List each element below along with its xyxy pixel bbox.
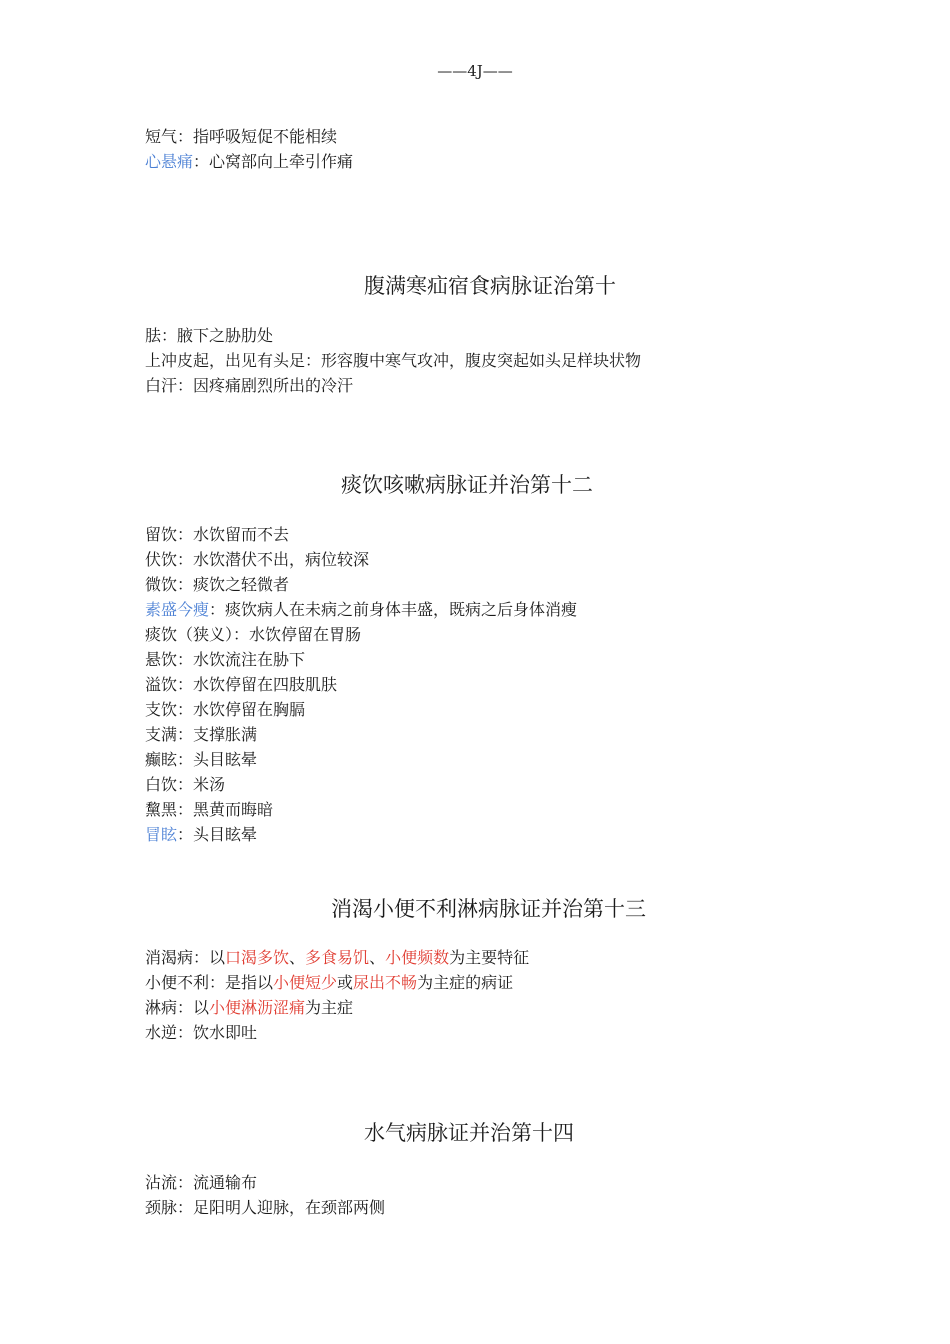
term: 淋病：以 — [145, 998, 210, 1017]
separator: ： — [177, 1198, 194, 1217]
term: 白汗 — [145, 376, 178, 395]
separator: ： — [177, 775, 194, 794]
key-phrase: 尿出不畅 — [353, 973, 418, 992]
separator: ： — [177, 575, 194, 594]
separator: ： — [177, 550, 194, 569]
term-line — [145, 323, 641, 348]
separator: ： — [177, 725, 194, 744]
term-line — [145, 970, 529, 995]
definition: 足阳明人迎脉，在颈部两侧 — [193, 1198, 386, 1217]
term-line — [145, 348, 641, 373]
term: 痰饮（狭义） — [145, 625, 234, 644]
separator: 、 — [369, 948, 386, 967]
definition: 形容腹中寒气攻冲，腹皮突起如头足样块状物 — [321, 351, 642, 370]
definition: 饮水即吐 — [193, 1023, 258, 1042]
term-line — [145, 772, 577, 797]
term-line — [145, 747, 577, 772]
term: 支饮 — [145, 700, 178, 719]
separator: ： — [177, 700, 194, 719]
section-1-lines — [145, 124, 353, 174]
key-phrase: 多食易饥 — [305, 948, 370, 967]
term: 消渴病：以 — [145, 948, 226, 967]
section-title: 腹满寒疝宿食病脉证治第十 — [364, 274, 616, 298]
definition: 水饮流注在胁下 — [193, 650, 306, 669]
term: 胠 — [145, 326, 162, 345]
term-line — [145, 522, 577, 547]
separator: ： — [305, 351, 322, 370]
term: 白饮 — [145, 775, 178, 794]
section-title: 水气病脉证并治第十四 — [364, 1121, 574, 1145]
section-title: 痰饮咳嗽病脉证并治第十二 — [341, 473, 593, 497]
definition: 支撑胀满 — [193, 725, 258, 744]
separator: ： — [177, 525, 194, 544]
separator: ： — [177, 127, 194, 146]
term-line — [145, 124, 353, 149]
term-line — [145, 597, 577, 622]
term-line — [145, 1020, 529, 1045]
definition: 水饮停留在胸膈 — [193, 700, 306, 719]
separator: ： — [177, 750, 194, 769]
definition: 头目眩晕 — [193, 750, 258, 769]
term-line — [145, 572, 577, 597]
definition: 水饮留而不去 — [193, 525, 290, 544]
separator: 或 — [337, 973, 354, 992]
term: 水逆 — [145, 1023, 178, 1042]
separator: 、 — [289, 948, 306, 967]
page-header: ——4J—— — [437, 62, 513, 80]
term: 悬饮 — [145, 650, 178, 669]
term: 沾流 — [145, 1173, 178, 1192]
separator: ： — [193, 152, 210, 171]
definition: 流通输布 — [193, 1173, 258, 1192]
term: 上冲皮起，出见有头足 — [145, 351, 306, 370]
term-line — [145, 697, 577, 722]
definition: 痰饮病人在未病之前身体丰盛，既病之后身体消瘦 — [225, 600, 578, 619]
separator: ： — [161, 326, 178, 345]
term-line — [145, 797, 577, 822]
term: 留饮 — [145, 525, 178, 544]
definition: 为主症的病证 — [417, 973, 514, 992]
term-line — [145, 647, 577, 672]
term-line — [145, 722, 577, 747]
term-line — [145, 995, 529, 1020]
term: 小便不利：是指以 — [145, 973, 274, 992]
definition: 水饮停留在胃肠 — [249, 625, 362, 644]
section-3-lines — [145, 522, 577, 847]
term-line — [145, 822, 577, 847]
separator: ： — [177, 650, 194, 669]
section-4-lines — [145, 945, 529, 1045]
term-highlight: 素盛今瘦 — [145, 600, 210, 619]
definition: 水饮停留在四肢肌肤 — [193, 675, 338, 694]
separator: ： — [177, 825, 194, 844]
definition: 头目眩晕 — [193, 825, 258, 844]
term-line — [145, 945, 529, 970]
term-line — [145, 547, 577, 572]
definition: 水饮潜伏不出，病位较深 — [193, 550, 370, 569]
term: 溢饮 — [145, 675, 178, 694]
term: 伏饮 — [145, 550, 178, 569]
key-phrase: 小便淋沥涩痛 — [209, 998, 306, 1017]
separator: ： — [177, 1023, 194, 1042]
separator: ： — [209, 600, 226, 619]
section-title: 消渴小便不利淋病脉证并治第十三 — [331, 897, 646, 921]
term-highlight: 冒眩 — [145, 825, 178, 844]
section-5-lines — [145, 1170, 385, 1220]
term-line — [145, 149, 353, 174]
term: 支满 — [145, 725, 178, 744]
term-line — [145, 373, 641, 398]
definition: 指呼吸短促不能相续 — [193, 127, 338, 146]
definition: 黑黄而晦暗 — [193, 800, 274, 819]
separator: ： — [177, 376, 194, 395]
separator: ： — [233, 625, 250, 644]
key-phrase: 口渴多饮 — [225, 948, 290, 967]
separator: ： — [177, 800, 194, 819]
separator: ： — [177, 1173, 194, 1192]
definition: 因疼痛剧烈所出的冷汗 — [193, 376, 354, 395]
definition: 为主要特征 — [449, 948, 530, 967]
term-highlight: 心悬痛 — [145, 152, 194, 171]
term: 微饮 — [145, 575, 178, 594]
term: 癫眩 — [145, 750, 178, 769]
definition: 腋下之胁肋处 — [177, 326, 274, 345]
key-phrase: 小便短少 — [273, 973, 338, 992]
term-line — [145, 672, 577, 697]
term: 黧黑 — [145, 800, 178, 819]
definition: 心窝部向上牵引作痛 — [209, 152, 354, 171]
term: 颈脉 — [145, 1198, 178, 1217]
term-line — [145, 1170, 385, 1195]
section-2-lines — [145, 323, 641, 398]
definition: 米汤 — [193, 775, 226, 794]
term: 短气 — [145, 127, 178, 146]
term-line — [145, 1195, 385, 1220]
term-line — [145, 622, 577, 647]
definition: 痰饮之轻微者 — [193, 575, 290, 594]
separator: ： — [177, 675, 194, 694]
definition: 为主症 — [305, 998, 354, 1017]
key-phrase: 小便频数 — [385, 948, 450, 967]
